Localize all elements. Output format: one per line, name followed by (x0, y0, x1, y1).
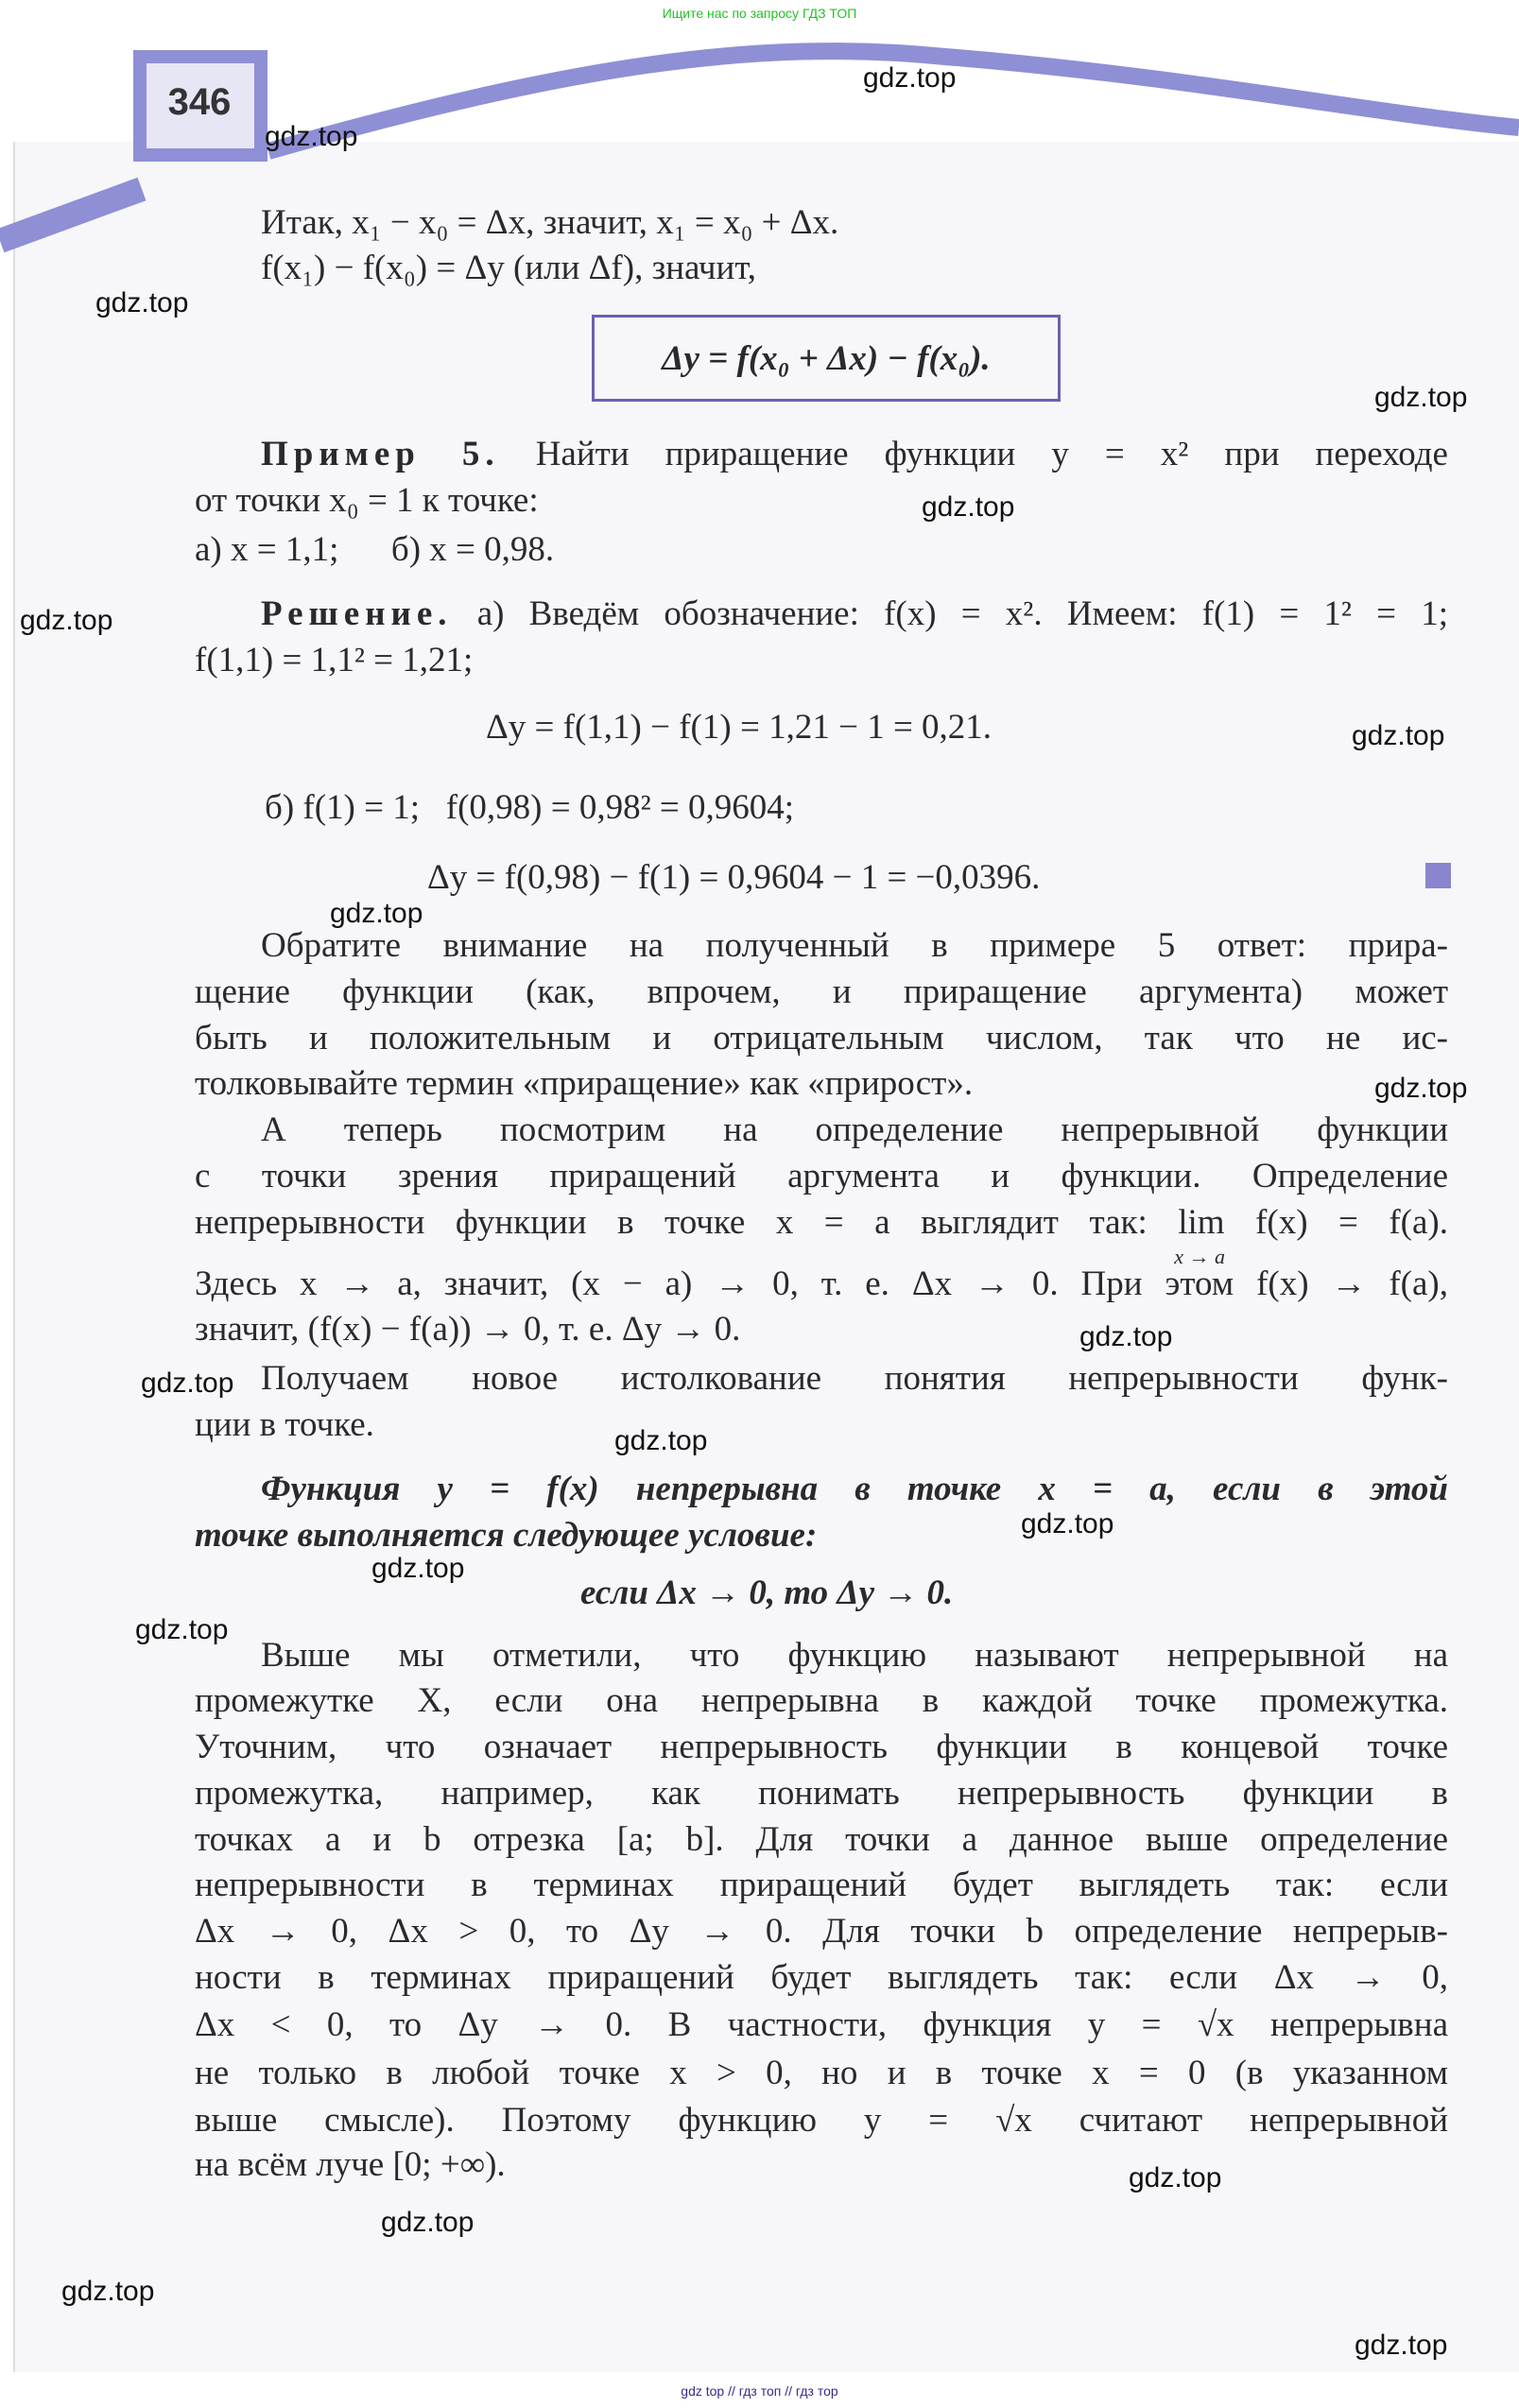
text: Найти приращение функции y = x² при переходе (535, 435, 1448, 473)
text-line: А теперь посмотрим на определение непрерывной функции (261, 1110, 1448, 1149)
text-line: ности в терминах приращений будет выглядеть так: если Δx → 0, (195, 1958, 1448, 1997)
watermark: gdz.top (141, 1367, 234, 1399)
watermark: gdz.top (381, 2207, 475, 2238)
watermark: gdz.top (371, 1553, 465, 1584)
solution-label: Решение. (261, 594, 453, 633)
text-line: щение функции (как, впрочем, и приращение аргумента) может (195, 972, 1448, 1011)
definition-line: точке выполняется следующее условие: (195, 1516, 818, 1555)
watermark: gdz.top (1374, 382, 1468, 413)
text-line: Здесь x → a, значит, (x − a) → 0, т. е. Δx → 0. При этом f(x) → f(a), (195, 1264, 1448, 1303)
text-line: а) x = 1,1; б) x = 0,98. (195, 530, 555, 569)
lim-subscript: x → a (1174, 1245, 1225, 1268)
text: а) Введём обозначение: f(x) = x². Имеем: f(1) = 1² = 1; (476, 594, 1449, 633)
text-line (261, 592, 1448, 637)
example-label: Пример 5. (261, 435, 500, 473)
text-line: с точки зрения приращений аргумента и функции. Определение (195, 1157, 1448, 1195)
top-banner: Ищите нас по запросу ГДЗ ТОП (662, 6, 857, 21)
formula: Δy = f(x₀ + Δx) − f(x₀). (662, 338, 991, 378)
watermark: gdz.top (20, 605, 113, 636)
text-line: Получаем новое истолкование понятия непрерывности функ- (261, 1359, 1448, 1398)
definition-condition: если Δx → 0, то Δy → 0. (580, 1574, 954, 1612)
text: f(x) = f(a). (1255, 1203, 1448, 1242)
formula-line: Δy = f(1,1) − f(1) = 1,21 − 1 = 0,21. (486, 708, 993, 747)
text-line (195, 1200, 1448, 1268)
watermark: gdz.top (265, 121, 358, 152)
formula-line: Δy = f(0,98) − f(1) = 0,9604 − 1 = −0,0396. (427, 858, 1041, 897)
text-line: толковывайте термин «приращение» как «прирост». (195, 1064, 974, 1103)
watermark: gdz.top (1374, 1073, 1468, 1104)
text-line: непрерывности в терминах приращений будет выглядеть так: если (195, 1866, 1448, 1904)
text-line (261, 432, 1448, 477)
text-line: f(1,1) = 1,1² = 1,21; (195, 641, 474, 679)
definition-line: Функция y = f(x) непрерывна в точке x = a, если в этой (261, 1470, 1448, 1508)
watermark: gdz.top (61, 2276, 155, 2307)
lim: lim (1178, 1203, 1225, 1242)
watermark: gdz.top (1352, 720, 1445, 751)
text-line: на всём луче [0; +∞). (195, 2145, 506, 2184)
watermark: gdz.top (95, 287, 189, 318)
page-number: 346 (167, 80, 232, 123)
watermark: gdz.top (614, 1425, 708, 1456)
text-line: Уточним, что означает непрерывность функции в концевой точке (195, 1728, 1448, 1766)
text: непрерывности функции в точке x = a выглядит так: (195, 1203, 1148, 1242)
text-line: промежутка, например, как понимать непрерывность функции в (195, 1774, 1448, 1813)
watermark: gdz.top (135, 1614, 229, 1645)
text-line: Итак, x₁ − x₀ = Δx, значит, x₁ = x₀ + Δx. (261, 203, 839, 242)
boxed-formula (592, 315, 1061, 402)
watermark: gdz.top (922, 491, 1015, 523)
text-line: Δx → 0, Δx > 0, то Δy → 0. Для точки b определение непрерыв- (195, 1912, 1448, 1951)
text-line: точках a и b отрезка [a; b]. Для точки a данное выше определение (195, 1820, 1448, 1859)
watermark: gdz.top (1021, 1508, 1114, 1539)
text-line: выше смысле). Поэтому функцию y = √x считают непрерывной (195, 2101, 1448, 2140)
watermark: gdz.top (330, 898, 423, 929)
bottom-banner: gdz top // гдз топ // гдз тор (681, 2383, 838, 2399)
text-line: от точки x₀ = 1 к точке: (195, 481, 539, 520)
end-of-example-marker (1425, 863, 1451, 888)
text-line: Δx < 0, то Δy → 0. В частности, функция y = √x непрерывна (195, 2005, 1448, 2044)
text-line: не только в любой точке x > 0, но и в точке x = 0 (в указанном (195, 2054, 1448, 2092)
limit (1174, 1200, 1225, 1268)
text-line: Выше мы отметили, что функцию называют непрерывной на (261, 1636, 1448, 1675)
text-line: Обратите внимание на полученный в примере 5 ответ: прира- (261, 926, 1448, 965)
watermark: gdz.top (1355, 2330, 1448, 2361)
text-line: ции в точке. (195, 1405, 374, 1444)
text-line: значит, (f(x) − f(a)) → 0, т. е. Δy → 0. (195, 1310, 741, 1349)
text-line: f(x₁) − f(x₀) = Δy (или Δf), значит, (261, 249, 756, 287)
text-line: быть и положительным и отрицательным числом, так что не ис- (195, 1019, 1448, 1058)
watermark: gdz.top (863, 62, 957, 94)
watermark: gdz.top (1129, 2162, 1222, 2193)
text-line: промежутке X, если она непрерывна в каждой точке промежутка. (195, 1681, 1448, 1720)
watermark: gdz.top (1079, 1321, 1173, 1352)
text-line: б) f(1) = 1; f(0,98) = 0,98² = 0,9604; (265, 788, 795, 827)
